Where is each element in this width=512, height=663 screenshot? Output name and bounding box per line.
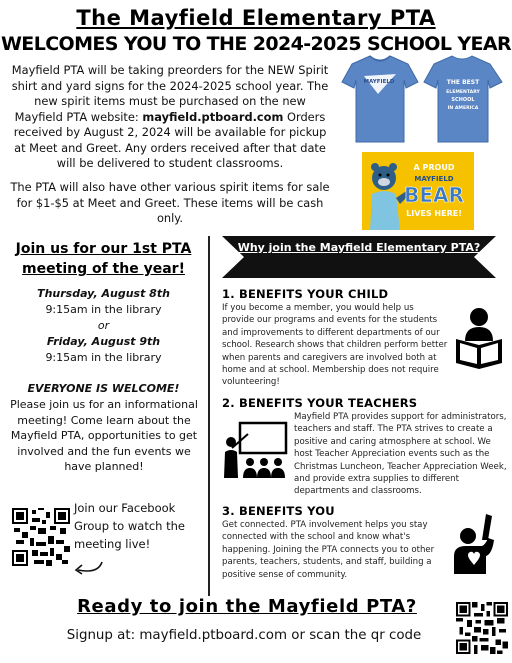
intro-text-before: Mayfield PTA will be taking preorders for the NEW Spirit shirt and yard signs for the 2024-2025 school year. The new spirit items must be purchased on the new Mayfield PTA website:: [11, 63, 329, 124]
meeting-time-2: 9:15am in the library: [45, 351, 162, 364]
benefit-child-text: If you become a member, you would help us provide our programs and events for the students and improvements to different departments of our school. Research shows that children perform better when parents and caregivers are involved both at home and at school. Membership does not require volunteering!: [222, 303, 448, 388]
svg-text:BEAR: BEAR: [404, 183, 464, 207]
svg-text:THE BEST: THE BEST: [446, 79, 480, 86]
meeting-or: or: [97, 319, 110, 332]
page-subtitle: WELCOMES YOU TO THE 2024-2025 SCHOOL YEAR: [0, 33, 512, 55]
reading-person-icon: [452, 305, 506, 369]
spirit-shirts-image: [338, 54, 506, 146]
signup-text: Signup at: mayfield.ptboard.com or scan the qr code: [66, 628, 422, 643]
column-divider: [208, 236, 210, 596]
facebook-group-text: Join our Facebook Group to watch the meeting live!: [74, 501, 185, 551]
page-title: The Mayfield Elementary PTA: [76, 6, 436, 30]
meeting-day-2: Friday, August 9th: [46, 335, 161, 348]
meeting-details: Please join us for an informational meeting! Come learn about the Mayfield PTA, opportunities to get involved and the fun events we have planned!: [10, 398, 198, 473]
benefit-child-heading: 1. BENEFITS YOUR CHILD: [222, 287, 389, 301]
benefit-teachers-heading: 2. BENEFITS YOUR TEACHERS: [222, 396, 418, 410]
bear-yard-sign-image: [362, 152, 474, 230]
svg-text:IN AMERICA: IN AMERICA: [447, 106, 479, 111]
spirit-items-paragraph: The PTA will also have other various spirit items for sale for $1-$5 at Meet and Greet. These items will be cash only.: [10, 180, 330, 225]
shirt-back: [424, 56, 502, 142]
benefit-you-heading: 3. BENEFITS YOU: [222, 504, 335, 518]
svg-text:ELEMENTARY: ELEMENTARY: [446, 90, 480, 95]
meeting-day-1: Thursday, August 8th: [37, 287, 170, 300]
benefit-you-text: Get connected. PTA involvement helps you stay connected with the school and know what's happening. Joining the PTA connects you to other parents, teachers, students, and staff, building a positive sense of community.: [222, 520, 435, 580]
teacher-board-icon: [222, 420, 288, 480]
shirt-front: [342, 56, 418, 142]
benefit-teachers-text: Mayfield PTA provides support for administrators, teachers and staff. The PTA strives to create a positive and caring atmosphere at school. We host Teacher Appreciation events such as the Christmas Luncheon, Teacher Appreciation Week, and provide extra supplies to different departments and classrooms.: [294, 412, 507, 497]
svg-text:MAYFIELD: MAYFIELD: [363, 79, 395, 85]
intro-paragraph: [10, 63, 330, 172]
bear-mascot-icon: [362, 152, 474, 230]
curved-arrow-icon: [70, 558, 106, 578]
meeting-title: Join us for our 1st PTA meeting of the year!: [15, 241, 192, 277]
intro-text-after: Orders received by August 2, 2024 will be available for pickup at Meet and Greet. Any orders received after that date will be delivered to student classrooms.: [13, 109, 327, 170]
why-join-title: Why join the Mayfield Elementary PTA?: [237, 241, 481, 254]
meeting-time-1: 9:15am in the library: [45, 303, 162, 316]
svg-text:MAYFIELD: MAYFIELD: [414, 175, 454, 183]
everyone-welcome: EVERYONE IS WELCOME!: [27, 382, 180, 395]
svg-text:A PROUD: A PROUD: [413, 163, 455, 172]
signup-qr-code-icon[interactable]: [456, 602, 508, 654]
raised-hand-heart-icon: [452, 510, 502, 576]
svg-text:LIVES HERE!: LIVES HERE!: [406, 209, 462, 218]
ready-to-join-heading: Ready to join the Mayfield PTA?: [77, 596, 417, 617]
svg-text:SCHOOL: SCHOOL: [451, 97, 475, 103]
website-link[interactable]: mayfield.ptboard.com: [142, 109, 284, 124]
facebook-qr-code-icon[interactable]: [12, 508, 70, 566]
